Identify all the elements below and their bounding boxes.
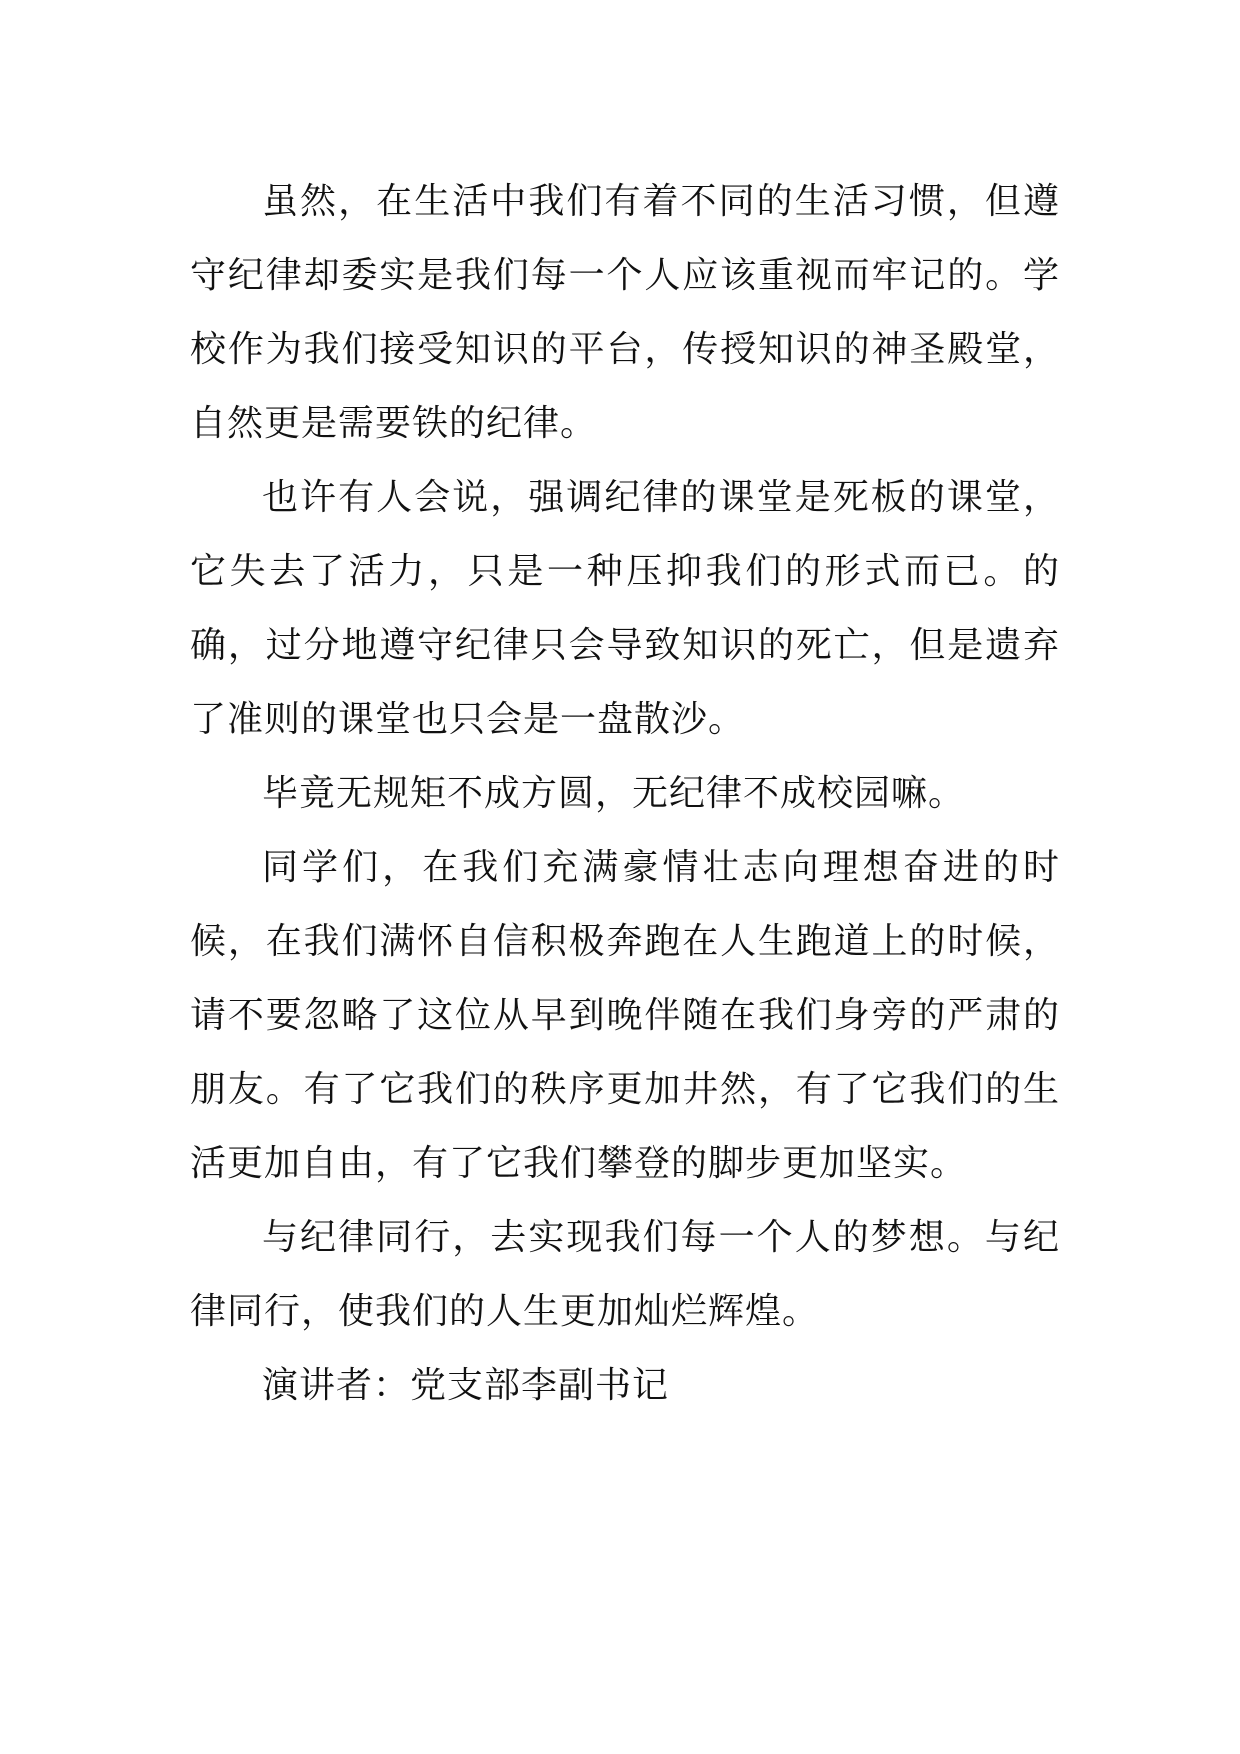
paragraph-4: 同学们，在我们充满豪情壮志向理想奋进的时候，在我们满怀自信积极奔跑在人生跑道上的时候，请不要忽略了这位从早到晚伴随在我们身旁的严肃的朋友。有了它我们的秩序更加井然，有了它我们的生活更加自由，有了它我们攀登的脚步更加坚实。 — [190, 847, 1060, 1184]
paragraph-1: 虽然，在生活中我们有着不同的生活习惯，但遵守纪律却委实是我们每一个人应该重视而牢记的。学校作为我们接受知识的平台，传授知识的神圣殿堂，自然更是需要铁的纪律。 — [190, 181, 1060, 444]
paragraph-2: 也许有人会说，强调纪律的课堂是死板的课堂，它失去了活力，只是一种压抑我们的形式而已。的确，过分地遵守纪律只会导致知识的死亡，但是遗弃了准则的课堂也只会是一盘散沙。 — [190, 477, 1060, 740]
speaker-line: 演讲者：党支部李副书记 — [262, 1365, 670, 1406]
paragraph-3: 毕竟无规矩不成方圆，无纪律不成校园嘛。 — [262, 773, 966, 814]
paragraph-5: 与纪律同行，去实现我们每一个人的梦想。与纪律同行，使我们的人生更加灿烂辉煌。 — [190, 1217, 1060, 1332]
document-body — [190, 165, 1060, 1423]
